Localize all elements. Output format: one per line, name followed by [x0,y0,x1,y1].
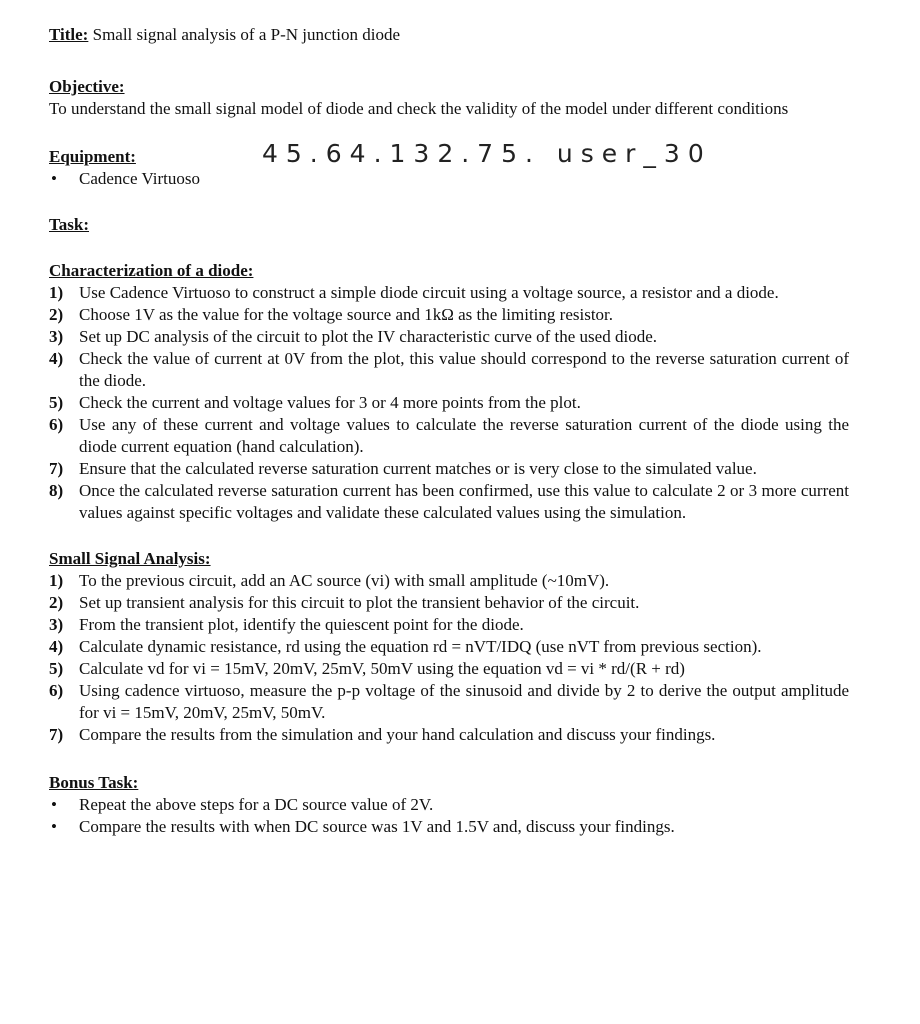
list-item: 8) Once the calculated reverse saturation current has been confirmed, use this value to calculate 2 or 3 more current values against specific voltages and validate these calculated values using the simulation. [49,481,849,522]
list-item: 6) Use any of these current and voltage values to calculate the reverse saturation current of the diode using the diode current equation (hand calculation). [49,415,849,456]
small-signal-list [49,570,849,746]
bonus-heading: Bonus Task: [49,773,139,792]
list-item: 5) Check the current and voltage values for 3 or 4 more points from the plot. [49,393,581,412]
list-item: 3) From the transient plot, identify the quiescent point for the diode. [49,615,524,634]
equipment-heading: Equipment: [49,147,136,166]
equipment-list [49,168,849,190]
list-item: 6) Using cadence virtuoso, measure the p-p voltage of the sinusoid and divide by 2 to derive the output amplitude for vi = 15mV, 20mV, 25mV, 50mV. [49,681,849,722]
objective-text: To understand the small signal model of diode and check the validity of the model under different conditions [49,99,789,118]
list-item: 4) Calculate dynamic resistance, rd using the equation rd = nVT/IDQ (use nVT from previous section). [49,637,762,656]
bonus-list [49,794,849,838]
list-item: 7) Ensure that the calculated reverse saturation current matches or is very close to the simulated value. [49,459,757,478]
list-item: 2) Set up transient analysis for this circuit to plot the transient behavior of the circuit. [49,593,640,612]
list-item: 2) Choose 1V as the value for the voltage source and 1kΩ as the limiting resistor. [49,305,614,324]
objective-heading: Objective: [49,77,125,96]
list-item: 3) Set up DC analysis of the circuit to plot the IV characteristic curve of the used diode. [49,327,657,346]
list-item: 4) Check the value of current at 0V from the plot, this value should correspond to the reverse saturation current of the diode. [49,349,849,390]
list-item: 1) To the previous circuit, add an AC source (vi) with small amplitude (~10mV). [49,571,610,590]
list-item: 5) Calculate vd for vi = 15mV, 20mV, 25mV, 50mV using the equation vd = vi * rd/(R + rd) [49,659,685,678]
ip-watermark: 45.64.132.75. user_30 [262,139,712,168]
list-item: • Compare the results with when DC source was 1V and 1.5V and, discuss your findings. [51,817,675,836]
list-item: 1) Use Cadence Virtuoso to construct a simple diode circuit using a voltage source, a resistor and a diode. [49,283,779,302]
list-item: • Cadence Virtuoso [51,169,200,188]
title-label: Title: [49,25,89,44]
document-page [49,24,849,838]
characterization-heading: Characterization of a diode: [49,261,254,280]
list-item: • Repeat the above steps for a DC source value of 2V. [51,795,434,814]
title-text: Small signal analysis of a P-N junction diode [92,25,400,44]
document-title [49,24,849,46]
list-item: 7) Compare the results from the simulation and your hand calculation and discuss your findings. [49,725,716,744]
characterization-list [49,282,849,524]
small-signal-heading: Small Signal Analysis: [49,549,211,568]
task-heading: Task: [49,215,90,234]
